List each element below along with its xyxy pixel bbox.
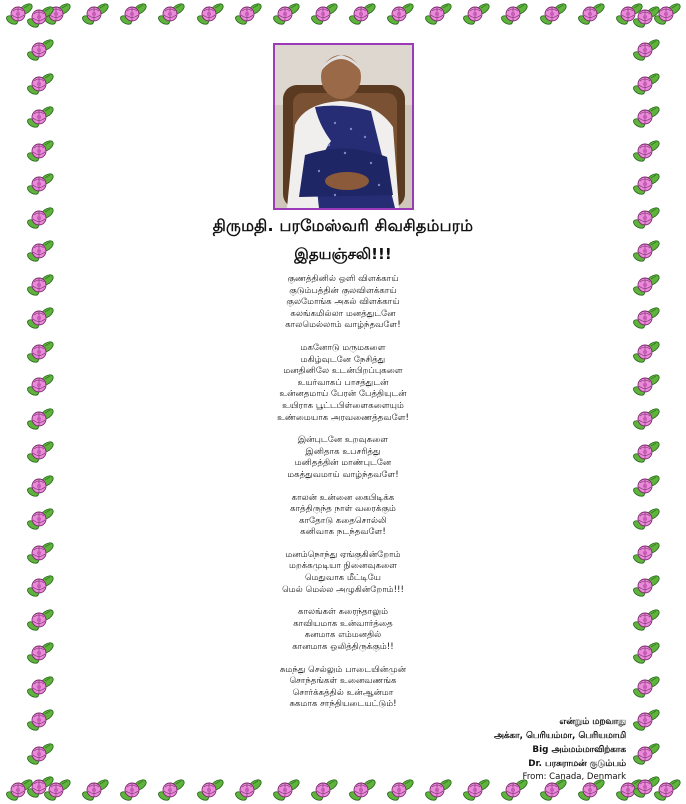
flower-icon bbox=[271, 777, 301, 803]
flower-icon bbox=[631, 272, 661, 298]
flower-icon bbox=[118, 777, 148, 803]
flower-icon bbox=[25, 71, 55, 97]
flower-icon bbox=[80, 1, 110, 27]
flower-icon bbox=[631, 71, 661, 97]
flower-icon bbox=[631, 506, 661, 532]
poem-stanza bbox=[70, 665, 616, 711]
flower-icon bbox=[631, 339, 661, 365]
flower-icon bbox=[631, 104, 661, 130]
flower-icon bbox=[631, 473, 661, 499]
poem-line: குலமோங்க அகல் விளக்காய் bbox=[286, 297, 400, 308]
flower-icon bbox=[118, 1, 148, 27]
flower-icon bbox=[25, 37, 55, 63]
poem-line: உன்னதமாய் பேரன் பேத்தியுடன் bbox=[279, 389, 407, 400]
flower-icon bbox=[25, 573, 55, 599]
flower-icon bbox=[25, 707, 55, 733]
flower-icon bbox=[25, 607, 55, 633]
tribute-heading: இதயஞ்சலி!!! bbox=[294, 245, 392, 263]
flower-icon bbox=[631, 573, 661, 599]
flower-icon bbox=[25, 339, 55, 365]
flower-border-top bbox=[0, 0, 686, 28]
flower-icon bbox=[25, 741, 55, 767]
flower-icon bbox=[25, 674, 55, 700]
flower-icon bbox=[25, 406, 55, 432]
signature-line: Big அம்மம்மாவிற்காக bbox=[532, 745, 626, 755]
flower-icon bbox=[385, 777, 415, 803]
flower-icon bbox=[25, 439, 55, 465]
poem-line: சொர்க்கத்தில் உன்ஆன்மா bbox=[292, 687, 394, 698]
flower-icon bbox=[80, 777, 110, 803]
flower-icon bbox=[538, 1, 568, 27]
flower-icon bbox=[309, 777, 339, 803]
flower-icon bbox=[631, 540, 661, 566]
flower-icon bbox=[461, 777, 491, 803]
flower-icon bbox=[25, 305, 55, 331]
flower-icon bbox=[631, 4, 661, 30]
deceased-name: திருமதி. பரமேஸ்வரி சிவசிதம்பரம் bbox=[212, 216, 474, 235]
flower-border-right bbox=[628, 0, 664, 804]
poem-line: உயர்வாகப் பாசத்துடன் bbox=[297, 377, 389, 388]
flower-icon bbox=[156, 1, 186, 27]
flower-icon bbox=[423, 1, 453, 27]
flower-icon bbox=[233, 777, 263, 803]
flower-icon bbox=[576, 1, 606, 27]
poem-line: குணத்தினில் ஒளி விளக்காய் bbox=[287, 274, 399, 284]
flower-icon bbox=[347, 777, 377, 803]
signature-line: Dr. பரசுராமன் குடும்பம் bbox=[528, 759, 626, 769]
poem-line: குடும்பத்தின் குலவிளக்காய் bbox=[289, 285, 397, 296]
poem-line: மனதினிலே உடன்பிறப்புகளை bbox=[283, 366, 403, 377]
flower-icon bbox=[631, 406, 661, 432]
flower-icon bbox=[631, 607, 661, 633]
poem-line: மெல் மெல்ல அழுகின்றோம்!!! bbox=[282, 584, 404, 595]
flower-icon bbox=[25, 104, 55, 130]
poem-line: மனிதத்தின் மாண்புடனே bbox=[294, 458, 392, 469]
poem-stanza bbox=[70, 274, 616, 332]
flower-icon bbox=[25, 4, 55, 30]
signature-line: என்றும் மறவாது bbox=[559, 717, 626, 727]
flower-icon bbox=[271, 1, 301, 27]
signature-origin: From: Canada, Denmark bbox=[522, 772, 626, 782]
portrait-photo bbox=[273, 43, 414, 210]
flower-icon bbox=[25, 138, 55, 164]
flower-icon bbox=[25, 372, 55, 398]
flower-icon bbox=[25, 473, 55, 499]
flower-icon bbox=[499, 1, 529, 27]
poem-line: காலங்கள் கரைந்தாலும் bbox=[297, 607, 389, 618]
poem-stanza bbox=[70, 343, 616, 424]
flower-icon bbox=[631, 741, 661, 767]
flower-icon bbox=[631, 238, 661, 264]
poem-line: சுமந்து செல்லும் பாடையின்முன் bbox=[279, 664, 407, 675]
poem-stanza bbox=[70, 607, 616, 653]
flower-icon bbox=[631, 439, 661, 465]
flower-icon bbox=[25, 640, 55, 666]
poem-line: மகிழ்வுடனே நேசித்து bbox=[300, 354, 386, 365]
flower-icon bbox=[461, 1, 491, 27]
flower-icon bbox=[631, 640, 661, 666]
obituary-content bbox=[70, 40, 626, 782]
poem-line: காலமெல்லாம் வாழ்ந்தவளே! bbox=[285, 320, 401, 331]
flower-icon bbox=[233, 1, 263, 27]
signature-line: அக்கா, பெரியம்மா, பெரியமாமி bbox=[493, 731, 626, 741]
flower-icon bbox=[631, 372, 661, 398]
poem-line: கனிவாக நடந்தவளே! bbox=[300, 527, 386, 538]
poem-line: மனம்நொந்து ஏங்குகின்றோம் bbox=[285, 549, 401, 560]
flower-icon bbox=[25, 205, 55, 231]
flower-icon bbox=[25, 238, 55, 264]
portrait-image bbox=[275, 45, 412, 208]
flower-icon bbox=[385, 1, 415, 27]
poem-line: காவியமாக உன்வார்த்தை bbox=[293, 618, 393, 629]
poem-line: மறக்கமுடியா நினைவுகளை bbox=[289, 561, 397, 572]
flower-icon bbox=[631, 707, 661, 733]
poem-line: கனமாக எம்மனதில் bbox=[304, 630, 382, 641]
flower-icon bbox=[631, 674, 661, 700]
poem-line: உண்மையாக அரவணைத்தவளே! bbox=[277, 412, 409, 423]
flower-icon bbox=[25, 272, 55, 298]
poem-stanza bbox=[70, 550, 616, 596]
poem-line: சொந்தங்கள் உனைவணங்க bbox=[289, 676, 397, 687]
poem-line: சுகமாக சாந்தியடையட்டும்! bbox=[289, 699, 397, 710]
flower-icon bbox=[25, 506, 55, 532]
flower-icon bbox=[631, 171, 661, 197]
poem-line: மகனோடு மருமகளை bbox=[300, 342, 386, 353]
flower-icon bbox=[631, 37, 661, 63]
flower-icon bbox=[347, 1, 377, 27]
poem-line: காலன் உன்னை கைபிடிக்க bbox=[291, 492, 395, 503]
poem-line: உயிராக பூட்டபிள்ளைகளையும் bbox=[282, 400, 404, 411]
family-signature bbox=[494, 715, 626, 783]
flower-icon bbox=[25, 774, 55, 800]
poem-stanza bbox=[70, 493, 616, 539]
flower-icon bbox=[156, 777, 186, 803]
poem-line: கானமாக ஒலித்திருக்கும்!! bbox=[292, 642, 394, 653]
poem-line: காத்திருந்த நாள் வரைக்கும் bbox=[290, 504, 396, 515]
flower-icon bbox=[631, 205, 661, 231]
flower-icon bbox=[25, 540, 55, 566]
flower-icon bbox=[423, 777, 453, 803]
poem-line: காதோடு கதைசொல்லி bbox=[299, 515, 387, 526]
flower-icon bbox=[195, 1, 225, 27]
poem-line: இன்புடனே உறவுகளை bbox=[297, 435, 389, 446]
poem-line: மகத்துவமாய் வாழ்ந்தவளே! bbox=[287, 469, 399, 480]
flower-icon bbox=[25, 171, 55, 197]
flower-icon bbox=[631, 138, 661, 164]
poem-stanza bbox=[70, 435, 616, 481]
memorial-poem bbox=[70, 274, 616, 722]
flower-border-left bbox=[22, 0, 58, 804]
flower-icon bbox=[195, 777, 225, 803]
flower-icon bbox=[631, 774, 661, 800]
flower-icon bbox=[309, 1, 339, 27]
poem-line: இனிதாக உபசரித்து bbox=[305, 446, 381, 457]
poem-line: கலங்கமில்லா மனத்துடனே bbox=[290, 308, 396, 319]
flower-icon bbox=[631, 305, 661, 331]
poem-line: மெதுவாக மீட்டியே bbox=[304, 573, 382, 584]
